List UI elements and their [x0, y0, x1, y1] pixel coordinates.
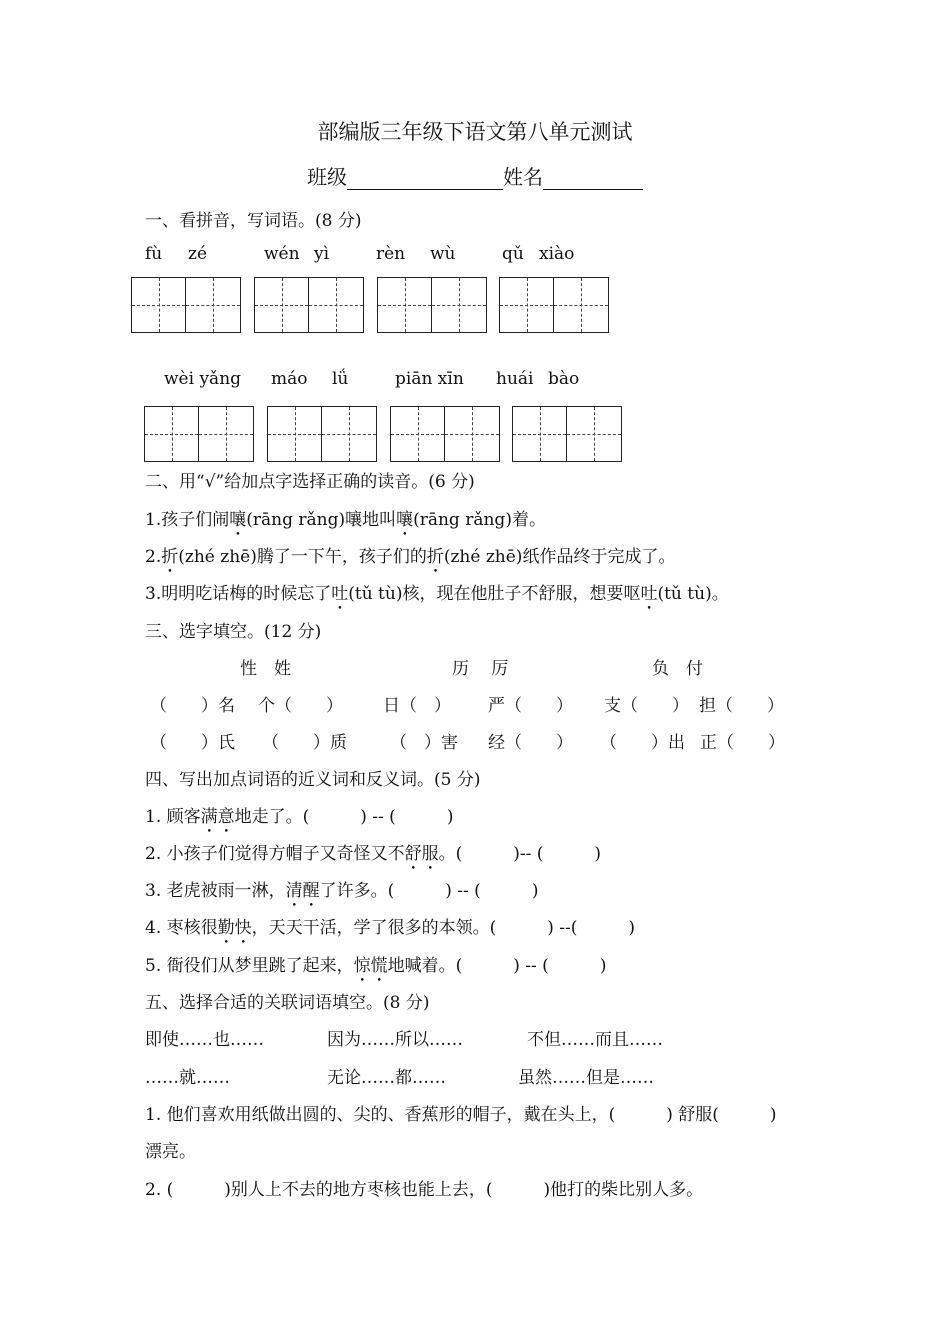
- fill-item[interactable]: 日（ ）: [383, 696, 451, 716]
- writing-grid[interactable]: [390, 406, 500, 462]
- question-5-1-cont: 漂亮。: [145, 1142, 196, 1162]
- option: 即使……也……: [145, 1030, 264, 1050]
- option: 不但……而且……: [527, 1030, 663, 1050]
- section-4-heading: 四、写出加点词语的近义词和反义词。(5 分): [145, 770, 481, 790]
- writing-grid[interactable]: [254, 277, 364, 333]
- pinyin: wù: [430, 244, 456, 264]
- char-pair: 负 付: [652, 659, 703, 679]
- option: 无论……都……: [327, 1068, 446, 1088]
- dotted-char: 嚷: [396, 510, 414, 530]
- question-2-1: 1.孩子们闹嚷(rāng rǎng)嚷地叫嚷(rāng rǎng)着。: [145, 510, 546, 530]
- section-3-heading: 三、选字填空。(12 分): [145, 622, 322, 642]
- dotted-char: 折: [426, 547, 444, 567]
- fill-item[interactable]: （ ）质: [262, 733, 347, 753]
- option: 虽然……但是……: [518, 1068, 654, 1088]
- dotted-word: 满意: [200, 807, 235, 827]
- pinyin: rèn: [376, 244, 406, 264]
- section-1-heading: 一、看拼音，写词语。(8 分): [145, 211, 362, 231]
- dotted-char: 吐: [331, 584, 349, 604]
- writing-grid[interactable]: [131, 277, 241, 333]
- fill-item[interactable]: 个（ ）: [258, 696, 343, 716]
- fill-item[interactable]: （ ）名: [150, 696, 235, 716]
- name-label: 姓名: [503, 165, 543, 189]
- dotted-char: 吐: [640, 584, 658, 604]
- writing-grid[interactable]: [377, 277, 487, 333]
- pinyin: huái: [496, 369, 534, 389]
- dotted-word: 惊慌: [353, 956, 388, 976]
- pinyin: wèi yǎng: [164, 369, 242, 389]
- question-5-2: 2. ( )别人上不去的地方枣核也能上去，( )他打的柴比别人多。: [145, 1180, 704, 1200]
- pinyin: lǘ: [332, 369, 349, 389]
- pinyin: piān xīn: [395, 369, 464, 389]
- fill-item[interactable]: 支（ ）: [604, 696, 689, 716]
- pinyin: bào: [548, 369, 580, 389]
- pinyin: yì: [314, 244, 330, 264]
- name-blank[interactable]: [543, 167, 643, 190]
- fill-item[interactable]: 担（ ）: [699, 696, 784, 716]
- fill-item[interactable]: （ ）氏: [150, 733, 235, 753]
- question-4-1: 1. 顾客满意地走了。( ) -- ( ): [145, 807, 454, 827]
- pinyin: wén: [264, 244, 300, 264]
- class-blank[interactable]: [347, 167, 503, 190]
- writing-grid[interactable]: [144, 406, 254, 462]
- char-pair: 性 姓: [240, 659, 291, 679]
- fill-item[interactable]: 正（ ）: [700, 733, 785, 753]
- fill-item[interactable]: 经（ ）: [488, 733, 573, 753]
- pinyin: xiào: [539, 244, 575, 264]
- dotted-word: 舒服: [404, 844, 439, 864]
- dotted-char: 嚷: [229, 510, 247, 530]
- question-4-5: 5. 衙役们从梦里跳了起来，惊慌地喊着。( ) -- ( ): [145, 956, 607, 976]
- section-5-heading: 五、选择合适的关联词语填空。(8 分): [145, 993, 430, 1013]
- question-4-2: 2. 小孩子们觉得方帽子又奇怪又不舒服。( )-- ( ): [145, 844, 602, 864]
- dotted-char: 折: [161, 547, 179, 567]
- dotted-word: 清醒: [285, 881, 320, 901]
- page-title: 部编版三年级下语文第八单元测试: [317, 120, 633, 144]
- option: 因为……所以……: [327, 1030, 463, 1050]
- writing-grid[interactable]: [512, 406, 622, 462]
- pinyin: zé: [188, 244, 208, 264]
- writing-grid[interactable]: [499, 277, 609, 333]
- fill-item[interactable]: （ ）出: [600, 733, 685, 753]
- option: ……就……: [145, 1068, 230, 1088]
- class-label: 班级: [307, 165, 347, 189]
- char-pair: 历 厉: [452, 659, 509, 679]
- question-5-1: 1. 他们喜欢用纸做出圆的、尖的、香蕉形的帽子，戴在头上，( ) 舒服( ): [145, 1105, 777, 1125]
- pinyin: máo: [271, 369, 308, 389]
- question-2-3: 3.明明吃话梅的时候忘了吐(tǔ tù)核，现在他肚子不舒服，想要呕吐(tǔ tù)。: [145, 584, 729, 604]
- question-4-3: 3. 老虎被雨一淋，清醒了许多。( ) -- ( ): [145, 881, 539, 901]
- class-name-line: [0, 161, 950, 190]
- section-2-heading: 二、用“√”给加点字选择正确的读音。(6 分): [145, 472, 475, 492]
- fill-item[interactable]: 严（ ）: [488, 696, 573, 716]
- pinyin: qǔ: [502, 244, 524, 264]
- question-4-4: 4. 枣核很勤快，天天干活，学了很多的本领。( ) --( ): [145, 918, 636, 938]
- writing-grid[interactable]: [267, 406, 377, 462]
- pinyin: fù: [145, 244, 163, 264]
- dotted-word: 勤快: [217, 918, 252, 938]
- fill-item[interactable]: （ ）害: [390, 733, 458, 753]
- question-2-2: 2.折(zhé zhē)腾了一下午，孩子们的折(zhé zhē)纸作品终于完成了。: [145, 547, 676, 567]
